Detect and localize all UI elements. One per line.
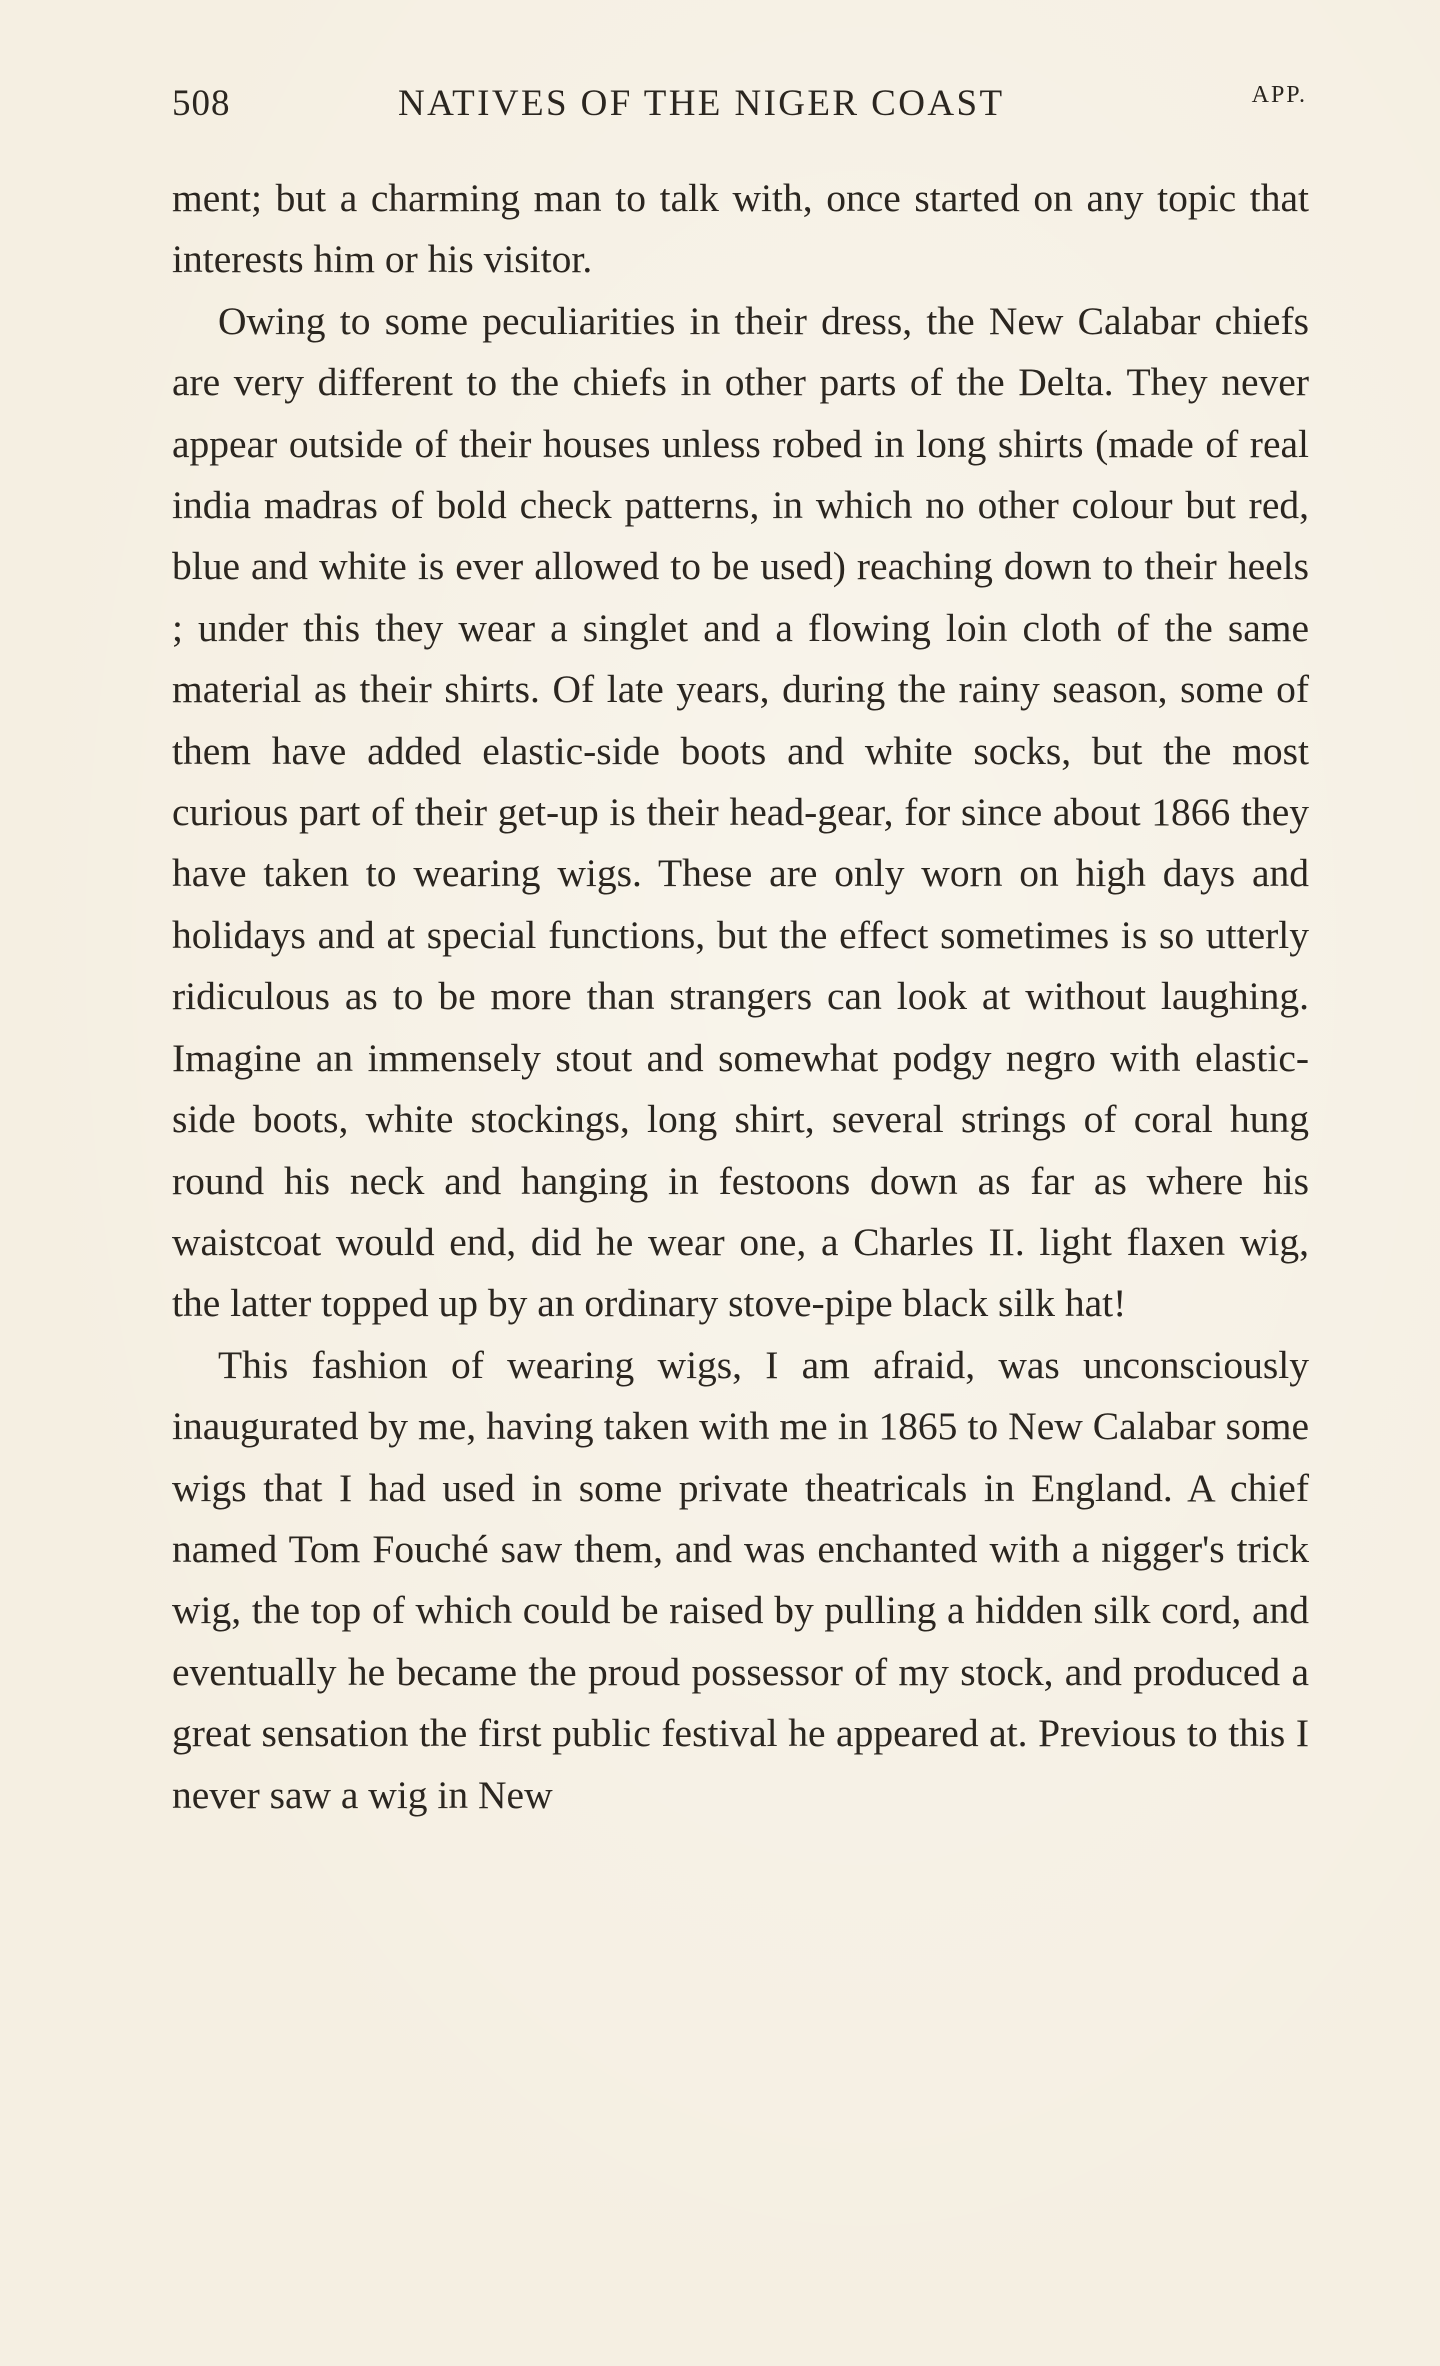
running-title: NATIVES OF THE NIGER COAST xyxy=(398,83,1005,124)
paragraph-2: Owing to some peculiarities in their dress, the New Calabar chiefs are very different to the chiefs in other parts of the Delta. They never appear outside of their houses unless robed in long shirts (made of real india madras of bold check patterns, in which no other colour but red, blue and white is ever allowed to be used) reaching down to their heels ; under this they wear a singlet and a flowing loin cloth of the same material as their shirts. Of late years, during the rainy season, some of them have added elastic-side boots and white socks, but the most curious part of their get-up is their head-gear, for since about 1866 they have taken to wearing wigs. These are only worn on high days and holidays and at special functions, but the effect sometimes is so utterly ridiculous as to be more than strangers can look at without laughing. Imagine an immensely stout and somewhat podgy negro with elastic-side boots, white stockings, long shirt, several strings of coral hung round his neck and hanging in festoons down as far as where his waistcoat would end, did he wear one, a Charles II. light flaxen wig, the latter topped up by an ordinary stove-pipe black silk hat! xyxy=(172,298,1309,1326)
page-header xyxy=(172,76,1307,132)
body-text xyxy=(172,168,1309,1826)
page-number: 508 xyxy=(172,83,231,124)
section-label: APP. xyxy=(1251,82,1307,108)
paragraph-1: ment; but a charming man to talk with, once started on any topic that interests him or his visitor. xyxy=(172,176,1309,282)
paragraph-3: This fashion of wearing wigs, I am afraid, was unconsciously inaugurated by me, having taken with me in 1865 to New Calabar some wigs that I had used in some private theatricals in England. A chief named Tom Fouché saw them, and was enchanted with a nigger's trick wig, the top of which could be raised by pulling a hidden silk cord, and eventually he became the proud possessor of my stock, and produced a great sensation the first public festival he appeared at. Previous to this I never saw a wig in New xyxy=(172,1342,1309,1817)
